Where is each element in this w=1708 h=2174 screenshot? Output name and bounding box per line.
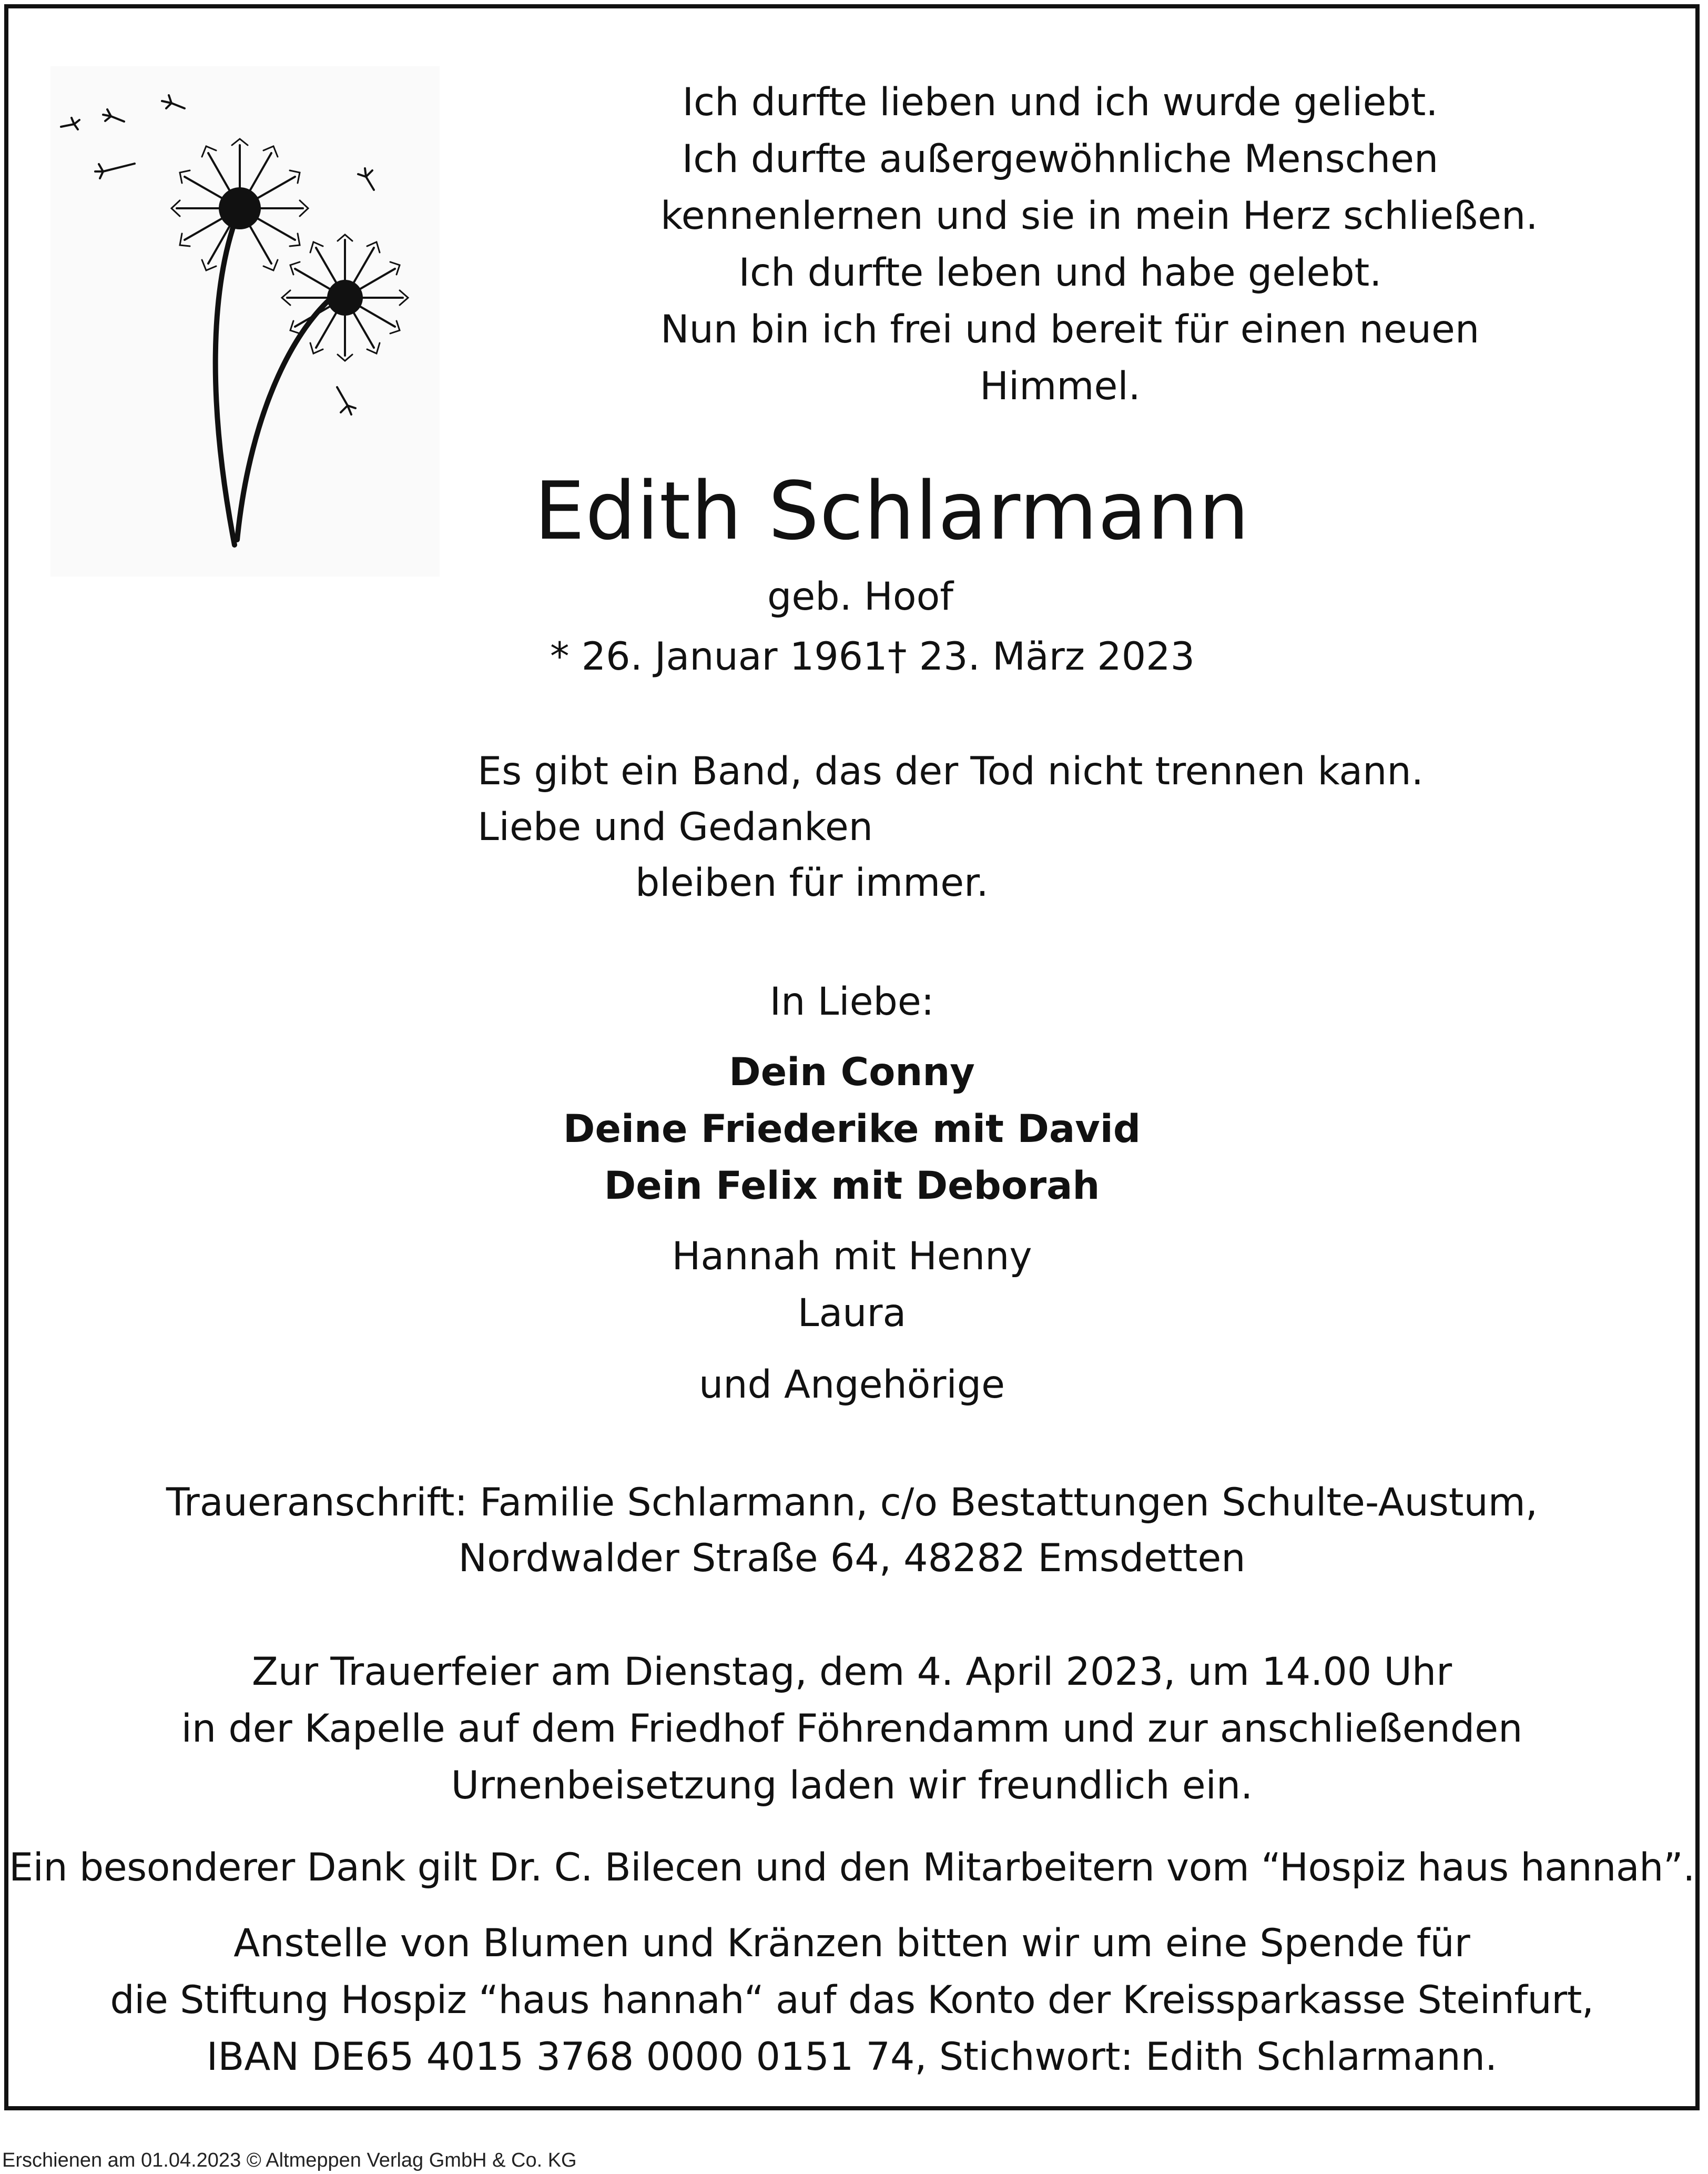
dandelion-icon <box>50 66 440 577</box>
address-line: Nordwalder Straße 64, 48282 Emsdetten <box>458 1536 1246 1581</box>
mourners-intro: In Liebe: <box>769 979 934 1024</box>
poem-line: Nun bin ich frei und bereit für einen neuen <box>660 307 1480 352</box>
birth-date: * 26. Januar 1961 <box>550 634 888 679</box>
deceased-name: Edith Schlarmann <box>534 464 1250 558</box>
birth-name: geb. Hoof <box>767 574 953 619</box>
poem-line: kennenlernen und sie in mein Herz schließen. <box>660 194 1538 238</box>
mourner-secondary: Laura <box>797 1291 907 1336</box>
service-line: in der Kapelle auf dem Friedhof Föhrendamm und zur anschließenden <box>181 1706 1523 1751</box>
quote-line: Liebe und Gedanken <box>477 805 873 850</box>
obituary-frame <box>4 4 1700 2110</box>
poem-line: Ich durfte leben und habe gelebt. <box>738 250 1382 295</box>
death-date: † 23. März 2023 <box>888 634 1195 679</box>
mourner-primary: Deine Friederike mit David <box>563 1107 1141 1151</box>
quote-line: bleiben für immer. <box>635 861 989 905</box>
publication-footer: Erschienen am 01.04.2023 © Altmeppen Verlag GmbH & Co. KG <box>2 2149 577 2171</box>
poem-line: Ich durfte lieben und ich wurde geliebt. <box>682 80 1438 125</box>
mourner-secondary: Hannah mit Henny <box>672 1234 1032 1279</box>
mourner-primary: Dein Conny <box>729 1050 975 1095</box>
poem-line: Ich durfte außergewöhnliche Menschen <box>682 137 1439 181</box>
mourner-primary: Dein Felix mit Deborah <box>604 1164 1100 1208</box>
address-line: Traueranschrift: Familie Schlarmann, c/o Bestattungen Schulte-Austum, <box>166 1480 1538 1525</box>
mourners-closing: und Angehörige <box>698 1362 1005 1407</box>
poem-line: Himmel. <box>980 364 1141 409</box>
thanks-line: Ein besonderer Dank gilt Dr. C. Bilecen und den Mitarbeitern vom “Hospiz haus hannah”. <box>9 1845 1695 1890</box>
service-line: Urnenbeisetzung laden wir freundlich ein. <box>451 1763 1253 1808</box>
donation-line: IBAN DE65 4015 3768 0000 0151 74, Stichwort: Edith Schlarmann. <box>206 2035 1498 2079</box>
quote-line: Es gibt ein Band, das der Tod nicht trennen kann. <box>477 749 1424 794</box>
donation-line: Anstelle von Blumen und Kränzen bitten wir um eine Spende für <box>233 1921 1470 1966</box>
donation-line: die Stiftung Hospiz “haus hannah“ auf das Konto der Kreissparkasse Steinfurt, <box>110 1978 1594 2023</box>
service-line: Zur Trauerfeier am Dienstag, dem 4. April 2023, um 14.00 Uhr <box>251 1650 1452 1694</box>
